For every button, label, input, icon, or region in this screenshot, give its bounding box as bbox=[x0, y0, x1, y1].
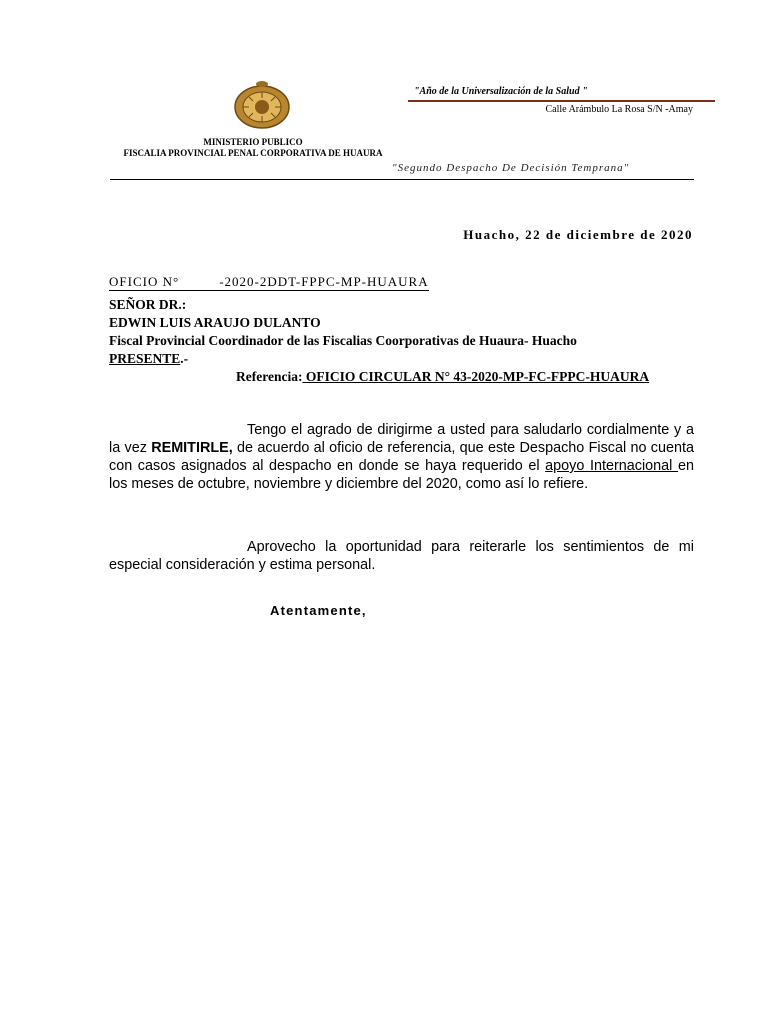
header-brown-rule bbox=[408, 100, 715, 102]
header-divider bbox=[110, 179, 694, 180]
year-motto: "Año de la Universalización de la Salud " bbox=[414, 86, 588, 97]
recipient-name: EDWIN LUIS ARAUJO DULANTO bbox=[109, 315, 321, 330]
despacho-name: "Segundo Despacho De Decisión Temprana" bbox=[392, 162, 630, 174]
p1-text-part1: Tengo el agrado de dirigirme a usted para saludarlo cordialmente y a la vez bbox=[109, 422, 694, 456]
ministry-seal-icon bbox=[232, 80, 292, 130]
p1-underlined-apoyo: apoyo Internacional bbox=[545, 458, 678, 474]
closing-salutation: Atentamente, bbox=[270, 603, 367, 618]
p1-text-part2: de acuerdo al oficio de referencia, que este Despacho Fiscal no cuenta con casos asignados al despacho en donde se haya requerido el bbox=[109, 440, 694, 474]
org-name-line1: MINISTERIO PUBLICO bbox=[203, 137, 303, 147]
body-paragraph-1 bbox=[109, 421, 694, 493]
presente-label: PRESENTE bbox=[109, 351, 181, 366]
body-paragraph-2 bbox=[109, 538, 694, 574]
oficio-code: -2020-2DDT-FPPC-MP-HUAURA bbox=[219, 274, 429, 289]
letter-date: Huacho, 22 de diciembre de 2020 bbox=[463, 227, 693, 242]
office-address: Calle Arámbulo La Rosa S/N -Amay bbox=[545, 104, 693, 115]
oficio-number bbox=[109, 274, 429, 291]
reference-label: Referencia: bbox=[236, 369, 303, 384]
recipient-title: Fiscal Provincial Coordinador de las Fiscalias Coorporativas de Huaura- Huacho bbox=[109, 333, 577, 348]
p1-text-part3: en los meses de octubre, noviembre y diciembre del 2020, como así lo refiere. bbox=[109, 458, 695, 492]
p1-bold-remitirle: REMITIRLE, bbox=[151, 440, 233, 456]
presente-line bbox=[109, 351, 188, 367]
recipient-salutation: SEÑOR DR.: bbox=[109, 297, 187, 312]
presente-suffix: .- bbox=[180, 351, 189, 366]
oficio-prefix: OFICIO N° bbox=[109, 274, 180, 289]
org-name-line2: FISCALIA PROVINCIAL PENAL CORPORATIVA DE HUAURA bbox=[123, 148, 383, 158]
reference-value: OFICIO CIRCULAR N° 43-2020-MP-FC-FPPC-HUAURA bbox=[302, 369, 650, 384]
reference-line bbox=[236, 369, 649, 385]
p2-text: Aprovecho la oportunidad para reiterarle los sentimientos de mi especial consideración y estima personal. bbox=[109, 539, 694, 573]
